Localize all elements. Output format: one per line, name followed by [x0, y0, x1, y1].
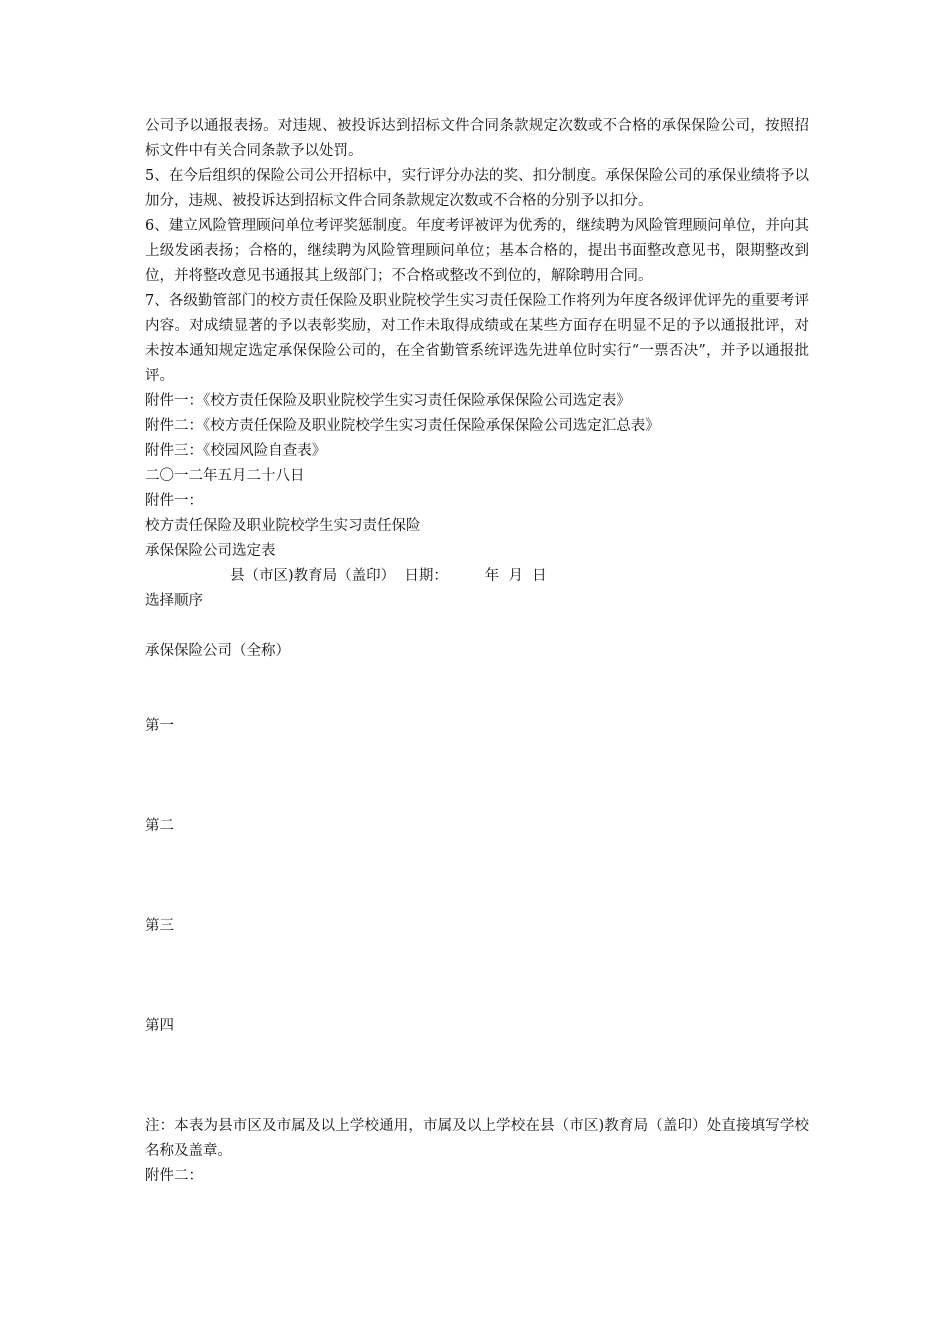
- form-title-line-1: 校方责任保险及职业院校学生实习责任保险: [145, 518, 421, 534]
- form-row-second: 第二: [145, 818, 174, 834]
- form-note: 注：本表为县市区及市属及以上学校通用，市属及以上学校在县（市区)教育局（盖印）处直接填写学校名称及盖章。: [145, 1118, 809, 1159]
- column-header-company: 承保保险公司（全称）: [145, 643, 290, 659]
- paragraph-commendation: 公司予以通报表扬。对违规、被投诉达到招标文件合同条款规定次数或不合格的承保保险公司，按照招标文件中有关合同条款予以处罚。: [145, 118, 809, 159]
- paragraph-item-6: 6、建立风险管理顾问单位考评奖惩制度。年度考评被评为优秀的，继续聘为风险管理顾问单位，并向其上级发函表扬；合格的，继续聘为风险管理顾问单位；基本合格的，提出书面整改意见书，限期整改到位，并将整改意见书通报其上级部门；不合格或整改不到位的，解除聘用合同。: [145, 218, 809, 284]
- paragraph-item-5: 5、在今后组织的保险公司公开招标中，实行评分办法的奖、扣分制度。承保保险公司的承保业绩将予以加分，违规、被投诉达到招标文件合同条款规定次数或不合格的分别予以扣分。: [145, 168, 809, 209]
- document-date: 二〇一二年五月二十八日: [145, 468, 305, 484]
- form-row-third: 第三: [145, 918, 174, 934]
- next-attachment-label: 附件二：: [145, 1168, 203, 1184]
- form-seal-date-line: 县（市区)教育局（盖印） 日期： 年 月 日: [230, 568, 547, 584]
- document-page: [145, 114, 809, 1189]
- attachment-1-line: 附件一：《校方责任保险及职业院校学生实习责任保险承保保险公司选定表》: [145, 393, 631, 409]
- attachment-3-line: 附件三：《校园风险自查表》: [145, 443, 327, 459]
- form-row-fourth: 第四: [145, 1018, 174, 1034]
- form-title-line-2: 承保保险公司选定表: [145, 543, 276, 559]
- form-row-first: 第一: [145, 718, 174, 734]
- paragraph-item-7: 7、各级勤管部门的校方责任保险及职业院校学生实习责任保险工作将列为年度各级评优评先的重要考评内容。对成绩显著的予以表彰奖励，对工作未取得成绩或在某些方面存在明显不足的予以通报批评，对未按本通知规定选定承保保险公司的，在全省勤管系统评选先进单位时实行“一票否决”，并予以通报批评。: [145, 293, 809, 384]
- attachment-2-line: 附件二：《校方责任保险及职业院校学生实习责任保险承保保险公司选定汇总表》: [145, 418, 660, 434]
- column-header-order: 选择顺序: [145, 593, 203, 609]
- form-attachment-label: 附件一：: [145, 493, 203, 509]
